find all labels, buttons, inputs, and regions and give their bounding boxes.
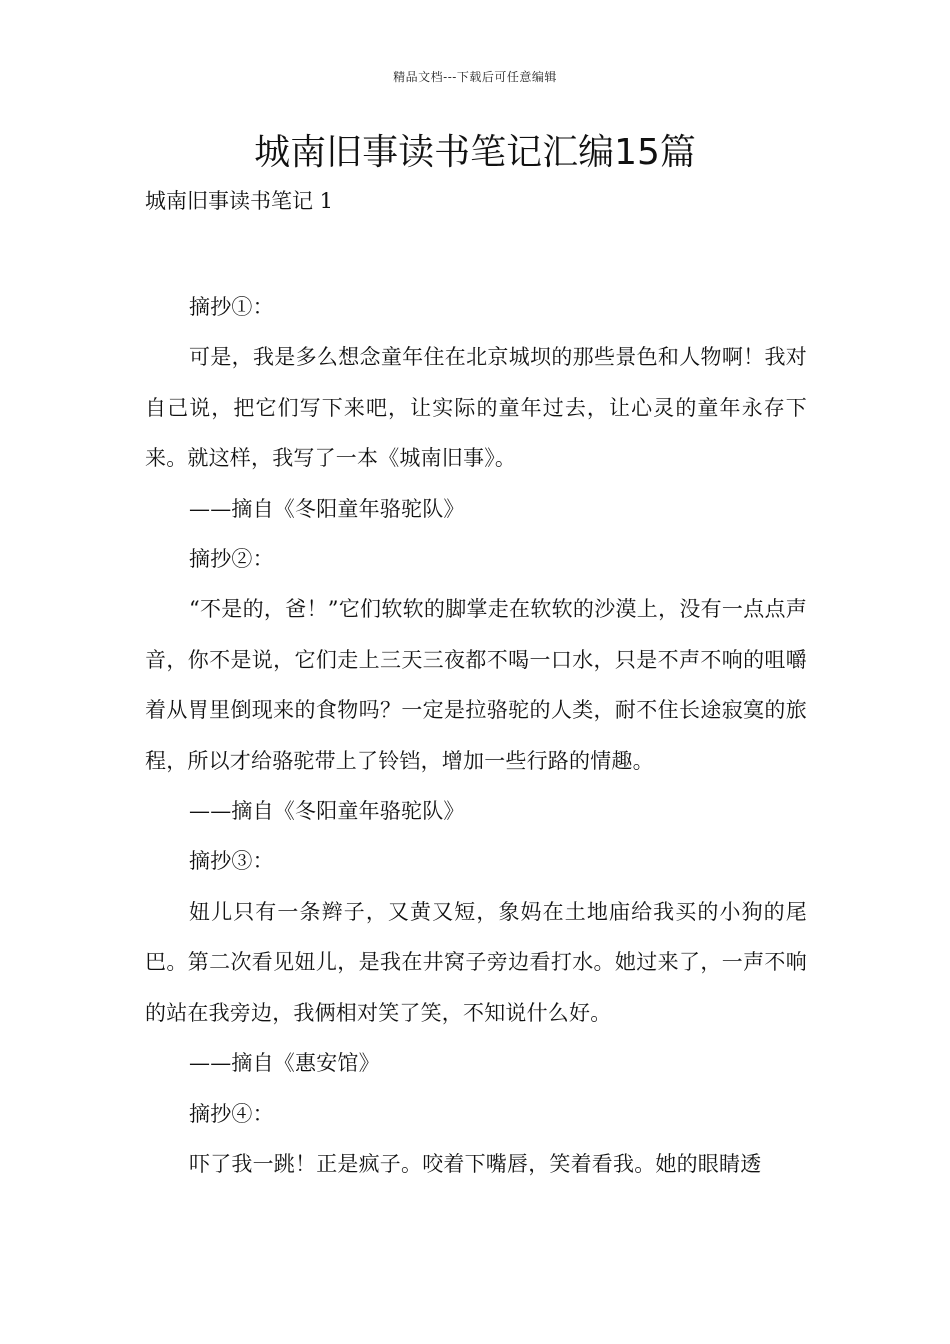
excerpt-source-3: ——摘自《惠安馆》 <box>189 1051 380 1076</box>
excerpt-label-3: 摘抄③： <box>189 849 274 874</box>
excerpt-label-2: 摘抄②： <box>189 547 274 572</box>
header-note: 精品文档---下载后可任意编辑 <box>393 70 557 84</box>
excerpt-paragraph-1: 可是，我是多么想念童年住在北京城坝的那些景色和人物啊！我对自己说，把它们写下来吧，让实际的童年过去，让心灵的童年永存下来。就这样，我写了一本《城南旧事》。 <box>145 345 807 471</box>
excerpt-paragraph-2: “不是的，爸！”它们软软的脚掌走在软软的沙漠上，没有一点点声音，你不是说，它们走上三天三夜都不喝一口水，只是不声不响的咀嚼着从胃里倒现来的食物吗？一定是拉骆驼的人类，耐不住长途寂寞的旅程，所以才给骆驼带上了铃铛，增加一些行路的情趣。 <box>145 597 807 773</box>
excerpt-paragraph-4: 吓了我一跳！正是疯子。咬着下嘴唇，笑着看我。她的眼睛透 <box>189 1151 762 1176</box>
section-subtitle: 城南旧事读书笔记 1 <box>145 189 334 213</box>
excerpt-label-1: 摘抄①： <box>189 295 274 319</box>
excerpt-paragraph-3: 妞儿只有一条辫子，又黄又短，象妈在土地庙给我买的小狗的尾巴。第二次看见妞儿，是我在井窝子旁边看打水。她过来了，一声不响的站在我旁边，我俩相对笑了笑，不知说什么好。 <box>145 899 807 1025</box>
document-title: 城南旧事读书笔记汇编15篇 <box>254 132 696 173</box>
excerpt-label-4: 摘抄④： <box>189 1101 274 1126</box>
excerpt-source-1: ——摘自《冬阳童年骆驼队》 <box>189 496 465 521</box>
excerpt-source-2: ——摘自《冬阳童年骆驼队》 <box>189 799 465 824</box>
body-text <box>145 282 807 1189</box>
